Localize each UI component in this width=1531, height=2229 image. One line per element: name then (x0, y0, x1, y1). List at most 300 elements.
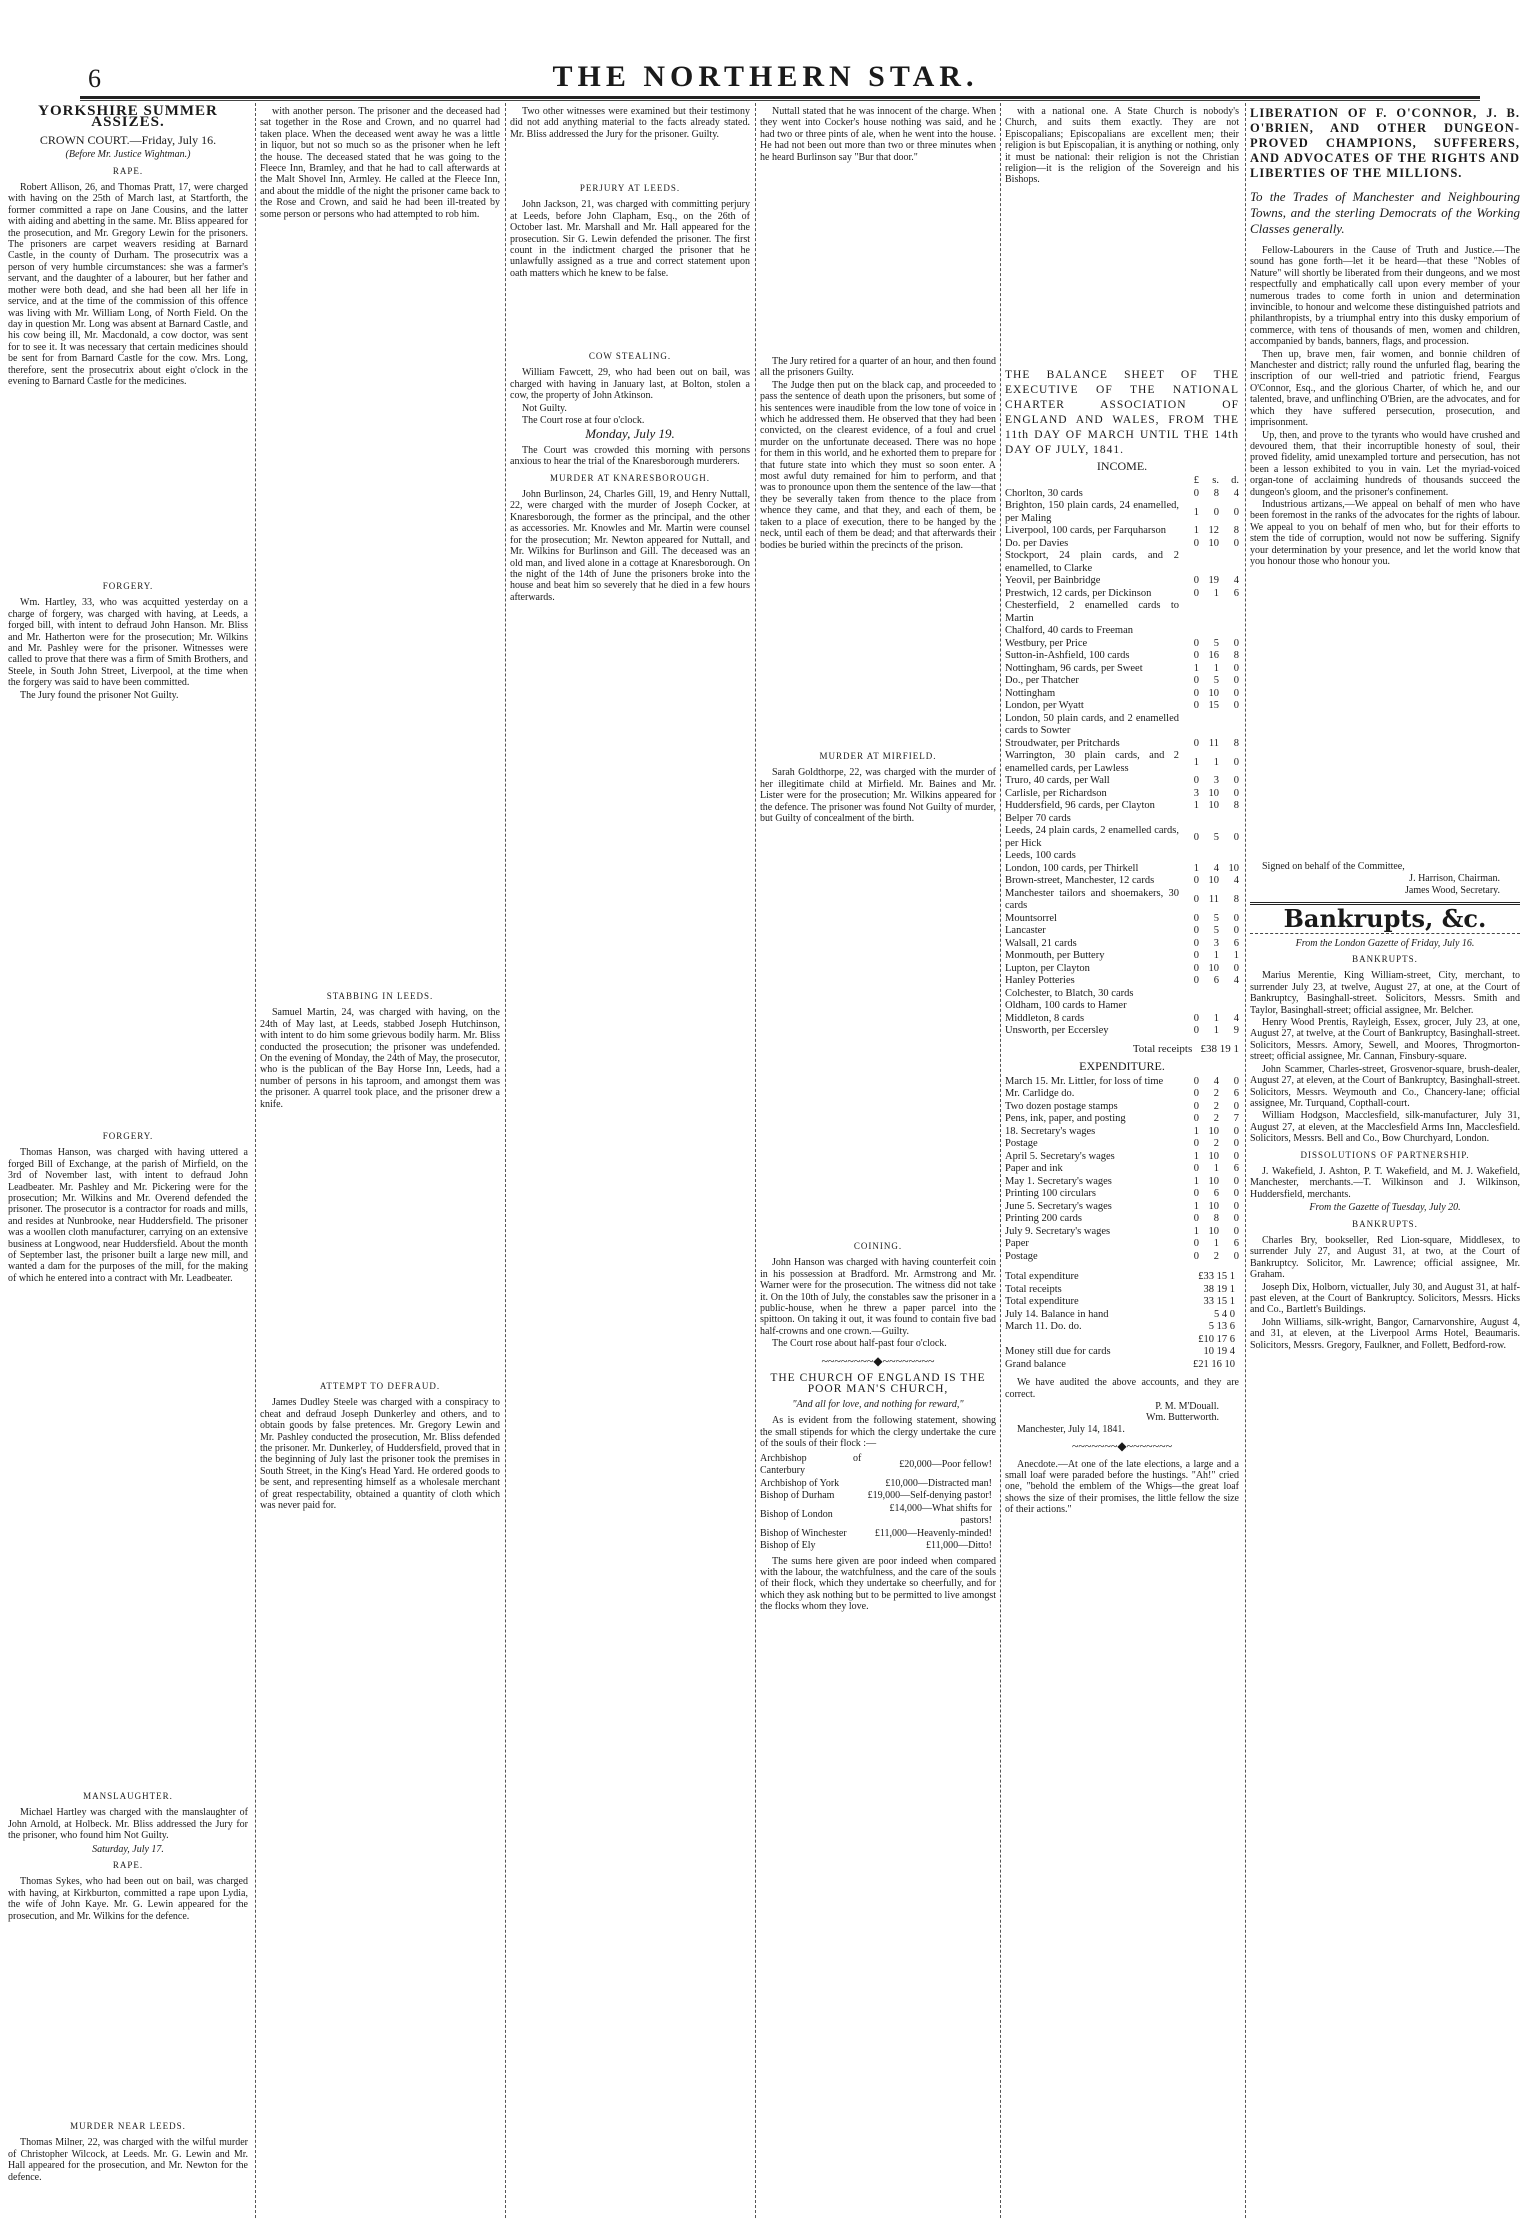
shillings: 6 (1213, 1188, 1219, 1200)
pounds: 0 (1193, 912, 1199, 924)
shillings: 2 (1213, 1088, 1219, 1100)
amount: £21 16 10 (1193, 1358, 1235, 1370)
address-title: LIBERATION OF F. O'CONNOR, J. B. O'BRIEN, AND OTHER DUNGEON-PROVED CHAMPIONS, SUFFERERS, AND ADVOCATES OF THE RIGHTS AND LIBERTIES OF THE MILLIONS. (1250, 106, 1520, 180)
income-row (1005, 625, 1239, 638)
article-text: Robert Allison, 26, and Thomas Pratt, 17, were charged with having on the 25th of March last, at Startforth, the former committed a rape on Jane Cousins, and the latter with aiding and abetting in the same. Mr. Bliss appeared for the prosecution, and Mr. Gregory Lewin for the prisoners. The prisoners are carpet weavers residing at Barnard Castle, in the county of Durham. The prosecutrix was a person of very humble circumstances: she was a farmer's servant, and the daughter of a labourer, but her father and mother were both dead, and she had been all her life in service, and at the time of the commission of this offence was living with Mr. William Long, of North Field. On the day in question Mr. Long was absent at Barnard Castle, and his cow being ill, Mr. Macdonald, a cow doctor, was sent for to see it. It was necessary that certain medicines should be sent for from Barnard Castle for the cow. Mrs. Long, therefore, sent the prosecutrix about eight o'clock in the evening to Barnard Castle for the medicines. (8, 182, 248, 387)
gazette-heading: From the London Gazette of Friday, July 16. (1295, 937, 1475, 949)
pounds (1179, 600, 1199, 625)
pounds (1179, 850, 1199, 863)
table-row (760, 1478, 996, 1491)
income-row (1005, 675, 1239, 688)
shillings: 11 (1208, 737, 1219, 749)
shillings: 1 (1213, 1163, 1219, 1175)
source: Middleton, 8 cards (1005, 1012, 1085, 1024)
pence: 0 (1233, 787, 1239, 799)
total-row (1005, 1296, 1239, 1309)
pence: 4 (1233, 875, 1239, 887)
pence: 0 (1233, 912, 1239, 924)
expenditure-row (1005, 1126, 1239, 1139)
income-row (1005, 688, 1239, 701)
place-date: Manchester, July 14, 1841. (1017, 1423, 1125, 1435)
pounds: 0 (1193, 650, 1199, 662)
income-row (1005, 650, 1239, 663)
expenditure-table (1005, 1076, 1239, 1264)
expenditure-row (1005, 1138, 1239, 1151)
source: Sutton-in-Ashfield, 100 cards (1005, 650, 1130, 662)
address-text: Industrious artizans,—We appeal on behalf of men who have been foremost in the ranks of the advocates for the rights of labour. We appeal to you on behalf of men who, but for their efforts to stem the tide of corruption, would not now be suffering. Signify your determination by your presence, and let the world know that you honour those who honour you. (1250, 498, 1520, 567)
pence: 0 (1233, 637, 1239, 649)
shillings: 5 (1213, 831, 1219, 843)
source: Mountsorrel (1005, 912, 1057, 924)
pence: 0 (1233, 700, 1239, 712)
pence: 6 (1233, 1163, 1239, 1175)
pounds: 0 (1193, 962, 1199, 974)
article-text: John Burlinson, 24, Charles Gill, 19, and Henry Nuttall, 22, were charged with the murder of Joseph Cocker, at Knaresborough, the former as the principal, and the other as accessories. Mr. Knowles and Mr. Martin were counsel for the prosecution; Mr. Newton appeared for Nuttall, and Mr. Wilkins for Burlinson and Gill. The deceased was an old man, and lived alone in a cottage at Knaresborough. On the night of the 14th of June the prisoners broke into the house and beat him so severely that he died in a few hours afterwards. (510, 489, 750, 603)
income-row (1005, 800, 1239, 813)
pounds: 0 (1193, 487, 1199, 499)
item: Pens, ink, paper, and posting (1005, 1113, 1126, 1125)
pence: 10 (1228, 862, 1239, 874)
shillings (1199, 813, 1219, 826)
auditor: P. M. M'Douall. (1155, 1401, 1219, 1413)
address-text: Then up, brave men, fair women, and bonnie children of Manchester and district; rally round the unfurled flag, bearing the inscription of our well-tried and patriotic friend, Feargus O'Connor, Esq., and the glorious Charter, of which he, and our talented, brave, and unflinching O'Brien, are the advocates, and for which they have suffered persecution, prosecution, and imprisonment. (1250, 348, 1520, 429)
pounds: 0 (1193, 894, 1199, 906)
pounds: 0 (1193, 1213, 1199, 1225)
source: Nottingham, 96 cards, per Sweet (1005, 662, 1143, 674)
bankrupt-entry: Henry Wood Prentis, Rayleigh, Essex, grocer, July 23, at one, August 27, at twelve, at the Court of Bankruptcy, Basinghall-street. Solicitors, Messrs. Amory, Sewell, and Moores, Throgmorton-street; official assignee, Mr. Cannan, Finsbury-square. (1250, 1017, 1520, 1063)
source: London, 50 plain cards, and 2 enamelled cards to Sowter (1005, 712, 1179, 737)
pounds: 1 (1193, 1200, 1199, 1212)
pence: 4 (1233, 487, 1239, 499)
pence: 0 (1233, 1075, 1239, 1087)
source: Leeds, 24 plain cards, 2 enamelled cards, per Hick (1005, 825, 1179, 849)
pence: 0 (1233, 506, 1239, 518)
pence (1219, 850, 1239, 863)
article-text: Samuel Martin, 24, was charged with having, on the 24th of May last, at Leeds, stabbed Joseph Hutchinson, with intent to do him some grievous bodily harm. Mr. Bliss conducted the prosecution; the prisoner was undefended. On the evening of Monday, the 24th of May, the prosecutor, who is the publican of the Bay Horse Inn, Leeds, had a number of persons in his taproom, and amongst them was the prisoner. A quarrel took place, and the prisoner drew a knife. (260, 1007, 500, 1110)
pence: 8 (1233, 737, 1239, 749)
income-row (1005, 813, 1239, 826)
article-text: Michael Hartley was charged with the manslaughter of John Arnold, at Holbeck. Mr. Bliss addressed the Jury for the prisoner, who found him Not Guilty. (8, 1807, 248, 1842)
shillings: 5 (1213, 912, 1219, 924)
shillings: 2 (1213, 1250, 1219, 1262)
expenditure-heading: EXPENDITURE. (1079, 1059, 1165, 1074)
income-row (1005, 525, 1239, 538)
income-row (1005, 925, 1239, 938)
pounds: 0 (1193, 1100, 1199, 1112)
signatory: James Wood, Secretary. (1405, 884, 1500, 896)
income-row (1005, 875, 1239, 888)
table-row (760, 1528, 996, 1541)
article-title: THE CHURCH OF ENGLAND IS THE POOR MAN'S CHURCH, (770, 1372, 986, 1396)
expenditure-row (1005, 1101, 1239, 1114)
shillings: 1 (1213, 662, 1219, 674)
pence (1219, 550, 1239, 575)
pence: 6 (1233, 587, 1239, 599)
total-row (1005, 1359, 1239, 1372)
case-heading: PERJURY AT LEEDS. (579, 183, 681, 193)
pounds: 0 (1193, 1113, 1199, 1125)
source: Liverpool, 100 cards, per Farquharson (1005, 525, 1166, 537)
total-row (1005, 1284, 1239, 1297)
pounds: 1 (1193, 662, 1199, 674)
pounds: 0 (1193, 687, 1199, 699)
bankrupt-entry: Charles Bry, bookseller, Red Lion-square, Middlesex, to surrender July 27, and August 31, at two, at the Court of Bankruptcy. Solicitor, Mr. Lawrence; official assignee, Mr. Graham. (1250, 1234, 1520, 1281)
pounds: 0 (1193, 1012, 1199, 1024)
pounds: 1 (1193, 756, 1199, 768)
shillings: 11 (1208, 894, 1219, 906)
label: Total expenditure (1005, 1296, 1079, 1308)
label: Grand balance (1005, 1358, 1066, 1370)
article-text: Thomas Sykes, who had been out on bail, was charged with having, at Kirkburton, committed a rape upon Lydia, the wife of John Kaye. Mr. G. Lewin appeared for the prosecution, and Mr. Wilkins for the defence. (8, 1876, 248, 1922)
column-divider (255, 103, 256, 2218)
shillings: 15 (1208, 700, 1219, 712)
source: Monmouth, per Buttery (1005, 950, 1105, 962)
pounds: 0 (1193, 1138, 1199, 1150)
amount: £33 15 1 (1198, 1271, 1235, 1283)
label: Total receipts (1005, 1283, 1062, 1295)
case-heading: RAPE. (112, 165, 144, 176)
verdict: Not Guilty. (522, 402, 567, 414)
income-row (1005, 825, 1239, 850)
shillings: 10 (1208, 875, 1219, 887)
pounds: 0 (1193, 700, 1199, 712)
stipend: £20,000—Poor fellow! (899, 1458, 992, 1470)
shillings (1199, 1000, 1219, 1013)
pounds: 0 (1193, 537, 1199, 549)
amount: 10 19 4 (1203, 1346, 1235, 1358)
shillings: 10 (1208, 800, 1219, 812)
source: Oldham, 100 cards to Hamer (1005, 1000, 1127, 1012)
pence (1219, 625, 1239, 638)
stipend: £11,000—Ditto! (925, 1540, 992, 1551)
pounds: 0 (1193, 1075, 1199, 1087)
balance-sheet-title: THE BALANCE SHEET OF THE EXECUTIVE OF THE NATIONAL CHARTER ASSOCIATION OF ENGLAND AND WALES, FROM THE 11th DAY OF MARCH UNTIL THE 14th DAY OF JULY, 1841. (1005, 369, 1239, 456)
currency-header: £ (1193, 475, 1199, 487)
label (1005, 1334, 1168, 1347)
audit-statement: We have audited the above accounts, and they are correct. (1005, 1377, 1239, 1400)
shillings: 5 (1213, 637, 1219, 649)
pence (1219, 988, 1239, 1001)
stipend: £11,000—Heavenly-minded! (874, 1527, 992, 1539)
bankrupts-title: Bankrupts, &c. (1283, 904, 1487, 934)
source: Yeovil, per Bainbridge (1005, 575, 1101, 587)
shillings: 10 (1208, 1225, 1219, 1237)
bishop-name: Archbishop of Canterbury (760, 1452, 862, 1476)
table-row (760, 1540, 996, 1553)
address-text: Up, then, and prove to the tyrants who would have crushed and devoured them, that their incorruptible honesty of soul, their proved fidelity, amid unexampled torture and persecution, has not been a lesson exhibited to you in vain. Let the myriad-voiced organ-tone of acclaiming hundreds of thousands succeed the dungeon's gloom, and the prisoner's confinement. (1250, 429, 1520, 498)
bishop-name: Archbishop of York (760, 1477, 840, 1489)
page-number: 6 (88, 64, 101, 93)
currency-header: s. (1212, 475, 1219, 487)
pence: 0 (1233, 1213, 1239, 1225)
shillings: 10 (1208, 1200, 1219, 1212)
amount: £10 17 6 (1198, 1333, 1235, 1345)
source: Nottingham (1005, 687, 1056, 699)
pounds: 0 (1193, 1188, 1199, 1200)
shillings: 2 (1213, 1100, 1219, 1112)
article-text: As is evident from the following statement, showing the small stipends for which the clergy undertake the cure of the souls of their flock :— (760, 1415, 996, 1450)
case-heading: COINING. (853, 1241, 903, 1251)
bankrupt-entry: William Hodgson, Macclesfield, silk-manufacturer, July 31, August 27, at eleven, at the Macclesfield Arms Inn, Macclesfield. Solicitors, Messrs. Bell and Co., Bow Churchyard, London. (1250, 1110, 1520, 1145)
source: Colchester, to Blatch, 30 cards (1005, 987, 1134, 999)
stipend: £14,000—What shifts for pastors! (889, 1502, 992, 1526)
stipend: £10,000—Distracted man! (885, 1477, 992, 1489)
item: Printing 200 cards (1005, 1213, 1082, 1225)
anecdote: Anecdote.—At one of the late elections, a large and a small loaf were paraded before the hustings. "Ah!" cried one, "behold the emblem of the Whigs—the great loaf shows the size of their promises, the little fellow the size of their actions." (1005, 1458, 1239, 1516)
pence (1219, 713, 1239, 738)
pounds: 1 (1193, 800, 1199, 812)
column-1 (8, 103, 248, 2216)
shillings (1199, 850, 1219, 863)
expenditure-row (1005, 1188, 1239, 1201)
case-heading: FORGERY. (102, 581, 154, 591)
source: Do. per Davies (1005, 537, 1069, 549)
pounds: 0 (1193, 637, 1199, 649)
article-text: John Jackson, 21, was charged with committing perjury at Leeds, before John Clapham, Esq., on the 26th of October last. Mr. Marshall and Mr. Hall appeared for the prosecution. Sir G. Lewin defended the prisoner. The first count in the indictment charged the prisoner that he unlawfully assigned as a true and correct statement upon oath matters which he knew to be false. (510, 199, 750, 279)
pence: 0 (1233, 1250, 1239, 1262)
source: Chesterfield, 2 enamelled cards to Martin (1005, 600, 1179, 624)
dissolutions-text: J. Wakefield, J. Ashton, P. T. Wakefield, and M. J. Wakefield, Manchester, merchants.—T. Wilkinson and J. Wilkinson, Huddersfield, merchants. (1250, 1165, 1520, 1200)
expenditure-row (1005, 1088, 1239, 1101)
shillings: 3 (1213, 775, 1219, 787)
label: July 14. Balance in hand (1005, 1308, 1109, 1320)
court-note: The Court rose at four o'clock. (522, 415, 645, 427)
column-3 (510, 106, 750, 2216)
case-heading: MURDER NEAR LEEDS. (70, 2121, 186, 2131)
shillings: 8 (1213, 487, 1219, 499)
shillings: 10 (1208, 1125, 1219, 1137)
pence: 0 (1233, 687, 1239, 699)
verdict: The Jury found the prisoner Not Guilty. (20, 689, 179, 701)
article-text: William Fawcett, 29, who had been out on bail, was charged with having in January last, at Bolton, stolen a cow, the property of John Atkinson. (510, 367, 750, 402)
pounds: 1 (1193, 1175, 1199, 1187)
pence: 0 (1233, 675, 1239, 687)
shillings (1199, 625, 1219, 638)
pounds: 1 (1193, 862, 1199, 874)
bankrupt-entry: John Williams, silk-wright, Bangor, Carnarvonshire, August 4, and 31, at eleven, at the Liverpool Arms Hotel, Beaumaris. Solicitors, Messrs. Gregory, Faulkner, and Follett, Bedford-row. (1250, 1316, 1520, 1351)
shillings: 10 (1208, 787, 1219, 799)
pence: 0 (1233, 775, 1239, 787)
pounds (1179, 1000, 1199, 1013)
expenditure-row (1005, 1176, 1239, 1189)
pence: 0 (1233, 1125, 1239, 1137)
income-row (1005, 738, 1239, 751)
shillings: 12 (1208, 525, 1219, 537)
pence: 0 (1233, 662, 1239, 674)
bishops-table (760, 1453, 996, 1553)
income-row (1005, 938, 1239, 951)
case-heading: MURDER AT MIRFIELD. (819, 751, 937, 761)
item: Printing 100 circulars (1005, 1188, 1096, 1200)
pence: 6 (1233, 1238, 1239, 1250)
expenditure-row (1005, 1076, 1239, 1089)
shillings: 1 (1213, 756, 1219, 768)
income-row (1005, 700, 1239, 713)
case-heading: ATTEMPT TO DEFRAUD. (319, 1381, 441, 1391)
source: Unsworth, per Eccersley (1005, 1025, 1109, 1037)
article-text: John Hanson was charged with having counterfeit coin in his possession at Bradford. Mr. Armstrong and Mr. Warner were for the prosecution. The witness did not take it. On the 10th of July, the constables saw the prisoner in a public-house, when he threw a paper parcel into the spittoon. On taking it out, it was found to contain five bad half-crowns and one crown.—Guilty. (760, 1257, 996, 1337)
auditor: Wm. Butterworth. (1145, 1412, 1219, 1424)
shillings: 4 (1213, 862, 1219, 874)
pence: 0 (1233, 1200, 1239, 1212)
pence: 0 (1233, 1188, 1239, 1200)
table-row (760, 1503, 996, 1528)
source: Warrington, 30 plain cards, and 2 enamelled cards, per Lawless (1005, 750, 1179, 774)
income-row (1005, 788, 1239, 801)
amount: 5 13 6 (1208, 1321, 1235, 1333)
pence: 1 (1233, 950, 1239, 962)
case-heading: MANSLAUGHTER. (83, 1791, 173, 1801)
income-row (1005, 963, 1239, 976)
shillings: 1 (1213, 587, 1219, 599)
pence: 8 (1233, 650, 1239, 662)
shillings: 0 (1213, 506, 1219, 518)
expenditure-row (1005, 1213, 1239, 1226)
source: Lancaster (1005, 925, 1046, 937)
case-heading: COW STEALING. (588, 351, 672, 361)
article-text: with a national one. A State Church is nobody's Church, and suits them exactly. They are not Episcopalians; Episcopalians are excellent men; their religion is but Episcopalian, it is anything or nothing, only it must be national: their religion is not the Christian religion—it is the religion of the Sovereign and his Bishops. (1005, 106, 1239, 186)
article-text: Wm. Hartley, 33, who was acquitted yesterday on a charge of forgery, was charged with having, at Leeds, a forged bill, with intent to defraud John Hanson. Mr. Bliss and Mr. Hatherton were for the prosecution; Mr. Wilkins and Mr. Pashley were for the prisoner. Witnesses were called to prove that there was a firm of Smith Brothers, and Steele, in South John Street, Liverpool, at the time when the forgery was said to have been committed. (8, 597, 248, 689)
pounds: 0 (1193, 675, 1199, 687)
pence: 0 (1233, 962, 1239, 974)
bishop-name: Bishop of Ely (760, 1540, 816, 1551)
shillings: 1 (1213, 1012, 1219, 1024)
ornament-divider: ~~~~~~~~◆~~~~~~~~ (821, 1353, 935, 1368)
pounds: 0 (1193, 1025, 1199, 1037)
item: April 5. Secretary's wages (1005, 1150, 1115, 1162)
item: 18. Secretary's wages (1005, 1125, 1096, 1137)
pence: 0 (1233, 1150, 1239, 1162)
amount: 33 15 1 (1203, 1296, 1235, 1308)
pence: 0 (1233, 925, 1239, 937)
article-text: Nuttall stated that he was innocent of the charge. When they went into Cocker's house nothing was said, and he had two or three pints of ale, when he went into the house. He had not been out more than two or three minutes when he heard Burlinson say "Bur that door." (760, 106, 996, 163)
shillings: 16 (1208, 650, 1219, 662)
source: Hanley Potteries (1005, 975, 1075, 987)
income-row (1005, 575, 1239, 588)
pounds: 1 (1193, 506, 1199, 518)
pence: 4 (1233, 575, 1239, 587)
total-row (1005, 1346, 1239, 1359)
item: Postage (1005, 1250, 1038, 1262)
expenditure-row (1005, 1226, 1239, 1239)
pence: 6 (1233, 1088, 1239, 1100)
item: Paper and ink (1005, 1163, 1063, 1175)
income-row (1005, 775, 1239, 788)
source: Stockport, 24 plain cards, and 2 enamelled, to Clarke (1005, 550, 1179, 574)
total-row (1005, 1271, 1239, 1284)
label: Total expenditure (1005, 1271, 1079, 1283)
income-row (1005, 850, 1239, 863)
income-row (1005, 588, 1239, 601)
label: Money still due for cards (1005, 1346, 1111, 1358)
pounds: 1 (1193, 1225, 1199, 1237)
bishop-name: Bishop of Durham (760, 1490, 835, 1501)
income-row (1005, 975, 1239, 988)
shillings: 10 (1208, 537, 1219, 549)
source: Stroudwater, per Pritchards (1005, 737, 1120, 749)
source: London, per Wyatt (1005, 700, 1084, 712)
expenditure-row (1005, 1113, 1239, 1126)
income-row (1005, 950, 1239, 963)
shillings: 2 (1213, 1113, 1219, 1125)
pounds: 0 (1193, 575, 1199, 587)
item: Postage (1005, 1138, 1038, 1150)
income-row (1005, 500, 1239, 525)
gazette-heading: From the Gazette of Tuesday, July 20. (1309, 1202, 1461, 1214)
court-heading: CROWN COURT.—Friday, July 16. (39, 132, 217, 147)
pounds: 1 (1193, 525, 1199, 537)
pence (1219, 600, 1239, 625)
masthead-rule (80, 96, 1480, 101)
currency-header: d. (1231, 475, 1239, 487)
income-row (1005, 913, 1239, 926)
item: Paper (1005, 1238, 1029, 1250)
pounds: 0 (1193, 925, 1199, 937)
shillings: 19 (1208, 575, 1219, 587)
source: Westbury, per Price (1005, 637, 1088, 649)
pounds: 0 (1193, 775, 1199, 787)
total-receipts-row (1005, 1044, 1239, 1055)
ornament-divider: ~~~~~~~◆~~~~~~~ (1071, 1439, 1173, 1454)
dissolutions-heading: DISSOLUTIONS OF PARTNERSHIP. (1300, 1149, 1470, 1160)
article-text: Two other witnesses were examined but their testimony did not add anything material to the facts already stated. Mr. Bliss addressed the Jury for the prisoner. Guilty. (510, 106, 750, 140)
income-row (1005, 888, 1239, 913)
income-row (1005, 488, 1239, 501)
expenditure-row (1005, 1163, 1239, 1176)
income-row (1005, 713, 1239, 738)
shillings: 10 (1208, 1175, 1219, 1187)
source: Truro, 40 cards, per Wall (1005, 775, 1110, 787)
pence: 0 (1233, 1175, 1239, 1187)
court-note: The Court rose about half-past four o'clock. (772, 1338, 947, 1350)
expenditure-row (1005, 1201, 1239, 1214)
masthead-title: THE NORTHERN STAR. (552, 60, 979, 93)
income-row (1005, 1013, 1239, 1026)
article-text: James Dudley Steele was charged with a conspiracy to cheat and defraud Joseph Dunkerley and others, and to obtain goods by false pretences. Mr. Gregory Lewin and Mr. Pashley conducted the prosecution, Mr. Bliss defended the prisoner. Mr. Dunkerley, of Huddersfield, proved that in the beginning of July last the prisoner took the premises in South Street, in the King's Head Yard. He ordered goods to be sent, and representing himself as a wholesale merchant of great respectability, obtained a quantity of cloth which was never paid for. (260, 1397, 500, 1512)
pounds: 0 (1193, 1163, 1199, 1175)
pounds: 1 (1193, 1150, 1199, 1162)
source: Prestwich, 12 cards, per Dickinson (1005, 587, 1152, 599)
pounds (1179, 625, 1199, 638)
income-row (1005, 663, 1239, 676)
pounds (1179, 713, 1199, 738)
shillings: 1 (1213, 1025, 1219, 1037)
amount: 5 4 0 (1214, 1308, 1235, 1320)
shillings: 5 (1213, 925, 1219, 937)
item: Two dozen postage stamps (1005, 1100, 1118, 1112)
article-text: Thomas Hanson, was charged with having uttered a forged Bill of Exchange, at the parish of Mirfield, on the 3rd of November last, with intent to defraud John Leadbeater. Mr. Pashley and Mr. Pickering were for the prosecution; Mr. Wilkins and Mr. Overend defended the prisoner. The prosecutor is a contractor for roads and mills, and resides at Nunbrooke, near Huddersfield. The prisoner was a woollen cloth manufacturer, carrying on an extensive business at Longwood, near Huddersfield. About the month of September last, the prisoner built a large new mill, and wanted a dam for the purposes of the mill, for the making of which he entered into a contract with Mr. Leadbeater. (8, 1147, 248, 1284)
shillings: 10 (1208, 1150, 1219, 1162)
source: London, 100 cards, per Thirkell (1005, 862, 1139, 874)
column-6 (1250, 106, 1520, 2216)
pounds (1179, 813, 1199, 826)
amount: £38 19 1 (1200, 1042, 1239, 1055)
case-heading: STABBING IN LEEDS. (326, 991, 434, 1001)
shillings: 8 (1213, 1213, 1219, 1225)
source: Lupton, per Clayton (1005, 962, 1090, 974)
table-row (760, 1490, 996, 1503)
bishop-name: Bishop of London (760, 1508, 833, 1520)
column-divider (1245, 103, 1246, 2218)
pounds: 0 (1193, 1238, 1199, 1250)
article-text: with another person. The prisoner and the deceased had sat together in the Rose and Crown, and no quarrel had taken place. When the deceased went away he was a little in liquor, but not so much so as the prisoner when he left the house. The deceased stated that he was going to the Fleece Inn, Bramley, and that he had to call afterwards at the Malt Shovel Inn, Armley. He called at the Fleece Inn, and about the middle of the night the prisoner came back to the Rose and Crown, and said he had been ill-treated by some person or persons who had attempted to rob him. (260, 106, 500, 220)
section-title: YORKSHIRE SUMMER ASSIZES. (38, 103, 218, 131)
pounds (1179, 988, 1199, 1001)
item: Mr. Carlidge do. (1005, 1088, 1075, 1100)
pounds: 0 (1193, 1250, 1199, 1262)
income-row (1005, 863, 1239, 876)
pounds: 0 (1193, 975, 1199, 987)
